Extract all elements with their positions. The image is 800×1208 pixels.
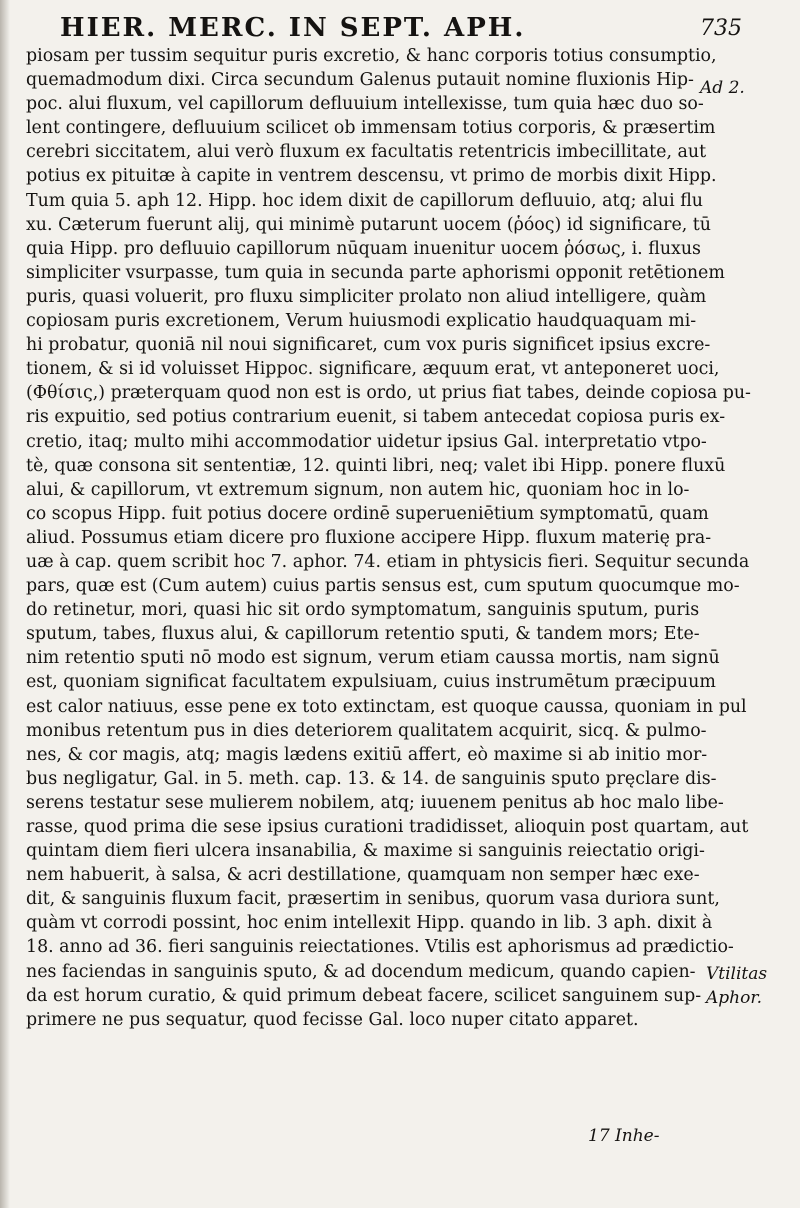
running-title: HIER. MERC. IN SEPT. APH. bbox=[60, 13, 526, 43]
text-line: serens testatur sese mulierem nobilem, atq; iuuenem penitus ab hoc malo libe- bbox=[26, 792, 724, 813]
text-line: monibus retentum pus in dies deteriorem qualitatem acquirit, sicq. & pulmo- bbox=[26, 720, 707, 741]
text-line: simpliciter vsurpasse, tum quia in secunda parte aphorismi opponit retētionem bbox=[26, 262, 725, 283]
text-line: piosam per tussim sequitur puris excretio, & hanc corporis totius consumptio, bbox=[26, 46, 717, 66]
text-line: rasse, quod prima die sese ipsius curationi tradidisset, alioquin post quartam, aut bbox=[26, 817, 749, 837]
text-line: xu. Cæterum fuerunt alij, qui minimè putarunt uocem (ῥόος) id significare, tū bbox=[26, 214, 711, 235]
text-line: tionem, & si id voluisset Hippoc. significare, æquum erat, vt anteponeret uoci, bbox=[26, 359, 720, 380]
margin-note-ad-2: Ad 2. bbox=[700, 78, 745, 98]
text-line: nem habuerit, à salsa, & acri destillatione, quamquam non semper hæc exe- bbox=[26, 865, 700, 886]
text-line: poc. alui fluxum, vel capillorum defluuium intellexisse, tum quia hæc duo so- bbox=[26, 94, 704, 115]
text-line: alui, & capillorum, vt extremum signum, non autem hic, quoniam hoc in lo- bbox=[26, 479, 690, 500]
binding-shadow bbox=[0, 0, 10, 1208]
text-line: Tum quia 5. aph 12. Hipp. hoc idem dixit de capillorum defluuio, atq; alui flu bbox=[26, 190, 704, 211]
text-line: tè, quæ consona sit sententiæ, 12. quinti libri, neq; valet ibi Hipp. ponere fluxū bbox=[26, 455, 726, 476]
text-line: nes, & cor magis, atq; magis lædens exitiū affert, eò maxime si ab initio mor- bbox=[26, 744, 708, 765]
text-line: quia Hipp. pro defluuio capillorum nūquam inuenitur uocem ῥόσως, i. fluxus bbox=[26, 238, 701, 259]
text-line: bus negligatur, Gal. in 5. meth. cap. 13. & 14. de sanguinis sputo pręclare dis- bbox=[26, 768, 717, 789]
text-line: ris expuitio, sed potius contrarium euenit, si tabem antecedat copiosa puris ex- bbox=[26, 407, 726, 428]
text-line: quemadmodum dixi. Circa secundum Galenus putauit nomine fluxionis Hip- bbox=[26, 70, 694, 91]
text-line: est, quoniam significat facultatem expulsiuam, cuius instrumētum præcipuum bbox=[26, 672, 716, 693]
text-line: sputum, tabes, fluxus alui, & capillorum retentio sputi, & tandem mors; Ete- bbox=[26, 624, 700, 645]
text-line: primere ne pus sequatur, quod fecisse Gal. loco nuper citato apparet. bbox=[26, 1009, 639, 1030]
text-line: cretio, itaq; multo mihi accommodatior uidetur ipsius Gal. interpretatio vtpo- bbox=[26, 431, 707, 452]
text-line: nim retentio sputi nō modo est signum, verum etiam caussa mortis, nam signū bbox=[26, 648, 720, 669]
text-line: quàm vt corrodi possint, hoc enim intellexit Hipp. quando in lib. 3 aph. dixit à bbox=[26, 913, 713, 934]
text-line: copiosam puris excretionem, Verum huiusmodi explicatio haudquaquam mi- bbox=[26, 311, 697, 332]
text-line: dit, & sanguinis fluxum facit, præsertim in senibus, quorum vasa duriora sunt, bbox=[26, 889, 720, 910]
text-line: da est horum curatio, & quid primum debeat facere, scilicet sanguinem sup- bbox=[26, 985, 702, 1006]
text-line: hi probatur, quoniā nil noui significaret, cum vox puris significet ipsius excre- bbox=[26, 335, 711, 356]
text-line: 18. anno ad 36. fieri sanguinis reiectationes. Vtilis est aphorismus ad prædictio- bbox=[26, 937, 734, 958]
text-line: uæ à cap. quem scribit hoc 7. aphor. 74. etiam in phtysicis fieri. Sequitur secunda bbox=[26, 551, 750, 572]
text-line: aliud. Possumus etiam dicere pro fluxione accipere Hipp. fluxum materię pra- bbox=[26, 527, 712, 548]
margin-note-aphor: Aphor. bbox=[706, 988, 763, 1008]
text-line: puris, quasi voluerit, pro fluxu simpliciter prolato non aliud intelligere, quàm bbox=[26, 286, 707, 307]
text-line: pars, quæ est (Cum autem) cuius partis sensus est, cum sputum quocumque mo- bbox=[26, 576, 740, 597]
text-line: potius ex pituitæ à capite in ventrem descensu, vt primo de morbis dixit Hipp. bbox=[26, 166, 717, 187]
text-line: do retinetur, mori, quasi hic sit ordo symptomatum, sanguinis sputum, puris bbox=[26, 600, 700, 621]
margin-note-utilitas: Vtilitas bbox=[706, 964, 768, 984]
text-line: cerebri siccitatem, alui verò fluxum ex facultatis retentricis imbecillitate, aut bbox=[26, 142, 707, 163]
text-line: lent contingere, defluuium scilicet ob immensam totius corporis, & præsertim bbox=[26, 118, 716, 139]
catchword: 17 Inhe- bbox=[588, 1126, 660, 1146]
page-number: 735 bbox=[700, 16, 742, 41]
text-line: quintam diem fieri ulcera insanabilia, & maxime si sanguinis reiectatio origi- bbox=[26, 841, 705, 862]
text-line: est calor natiuus, esse pene ex toto extinctam, est quoque caussa, quoniam in pul bbox=[26, 696, 747, 717]
text-line: nes faciendas in sanguinis sputo, & ad docendum medicum, quando capien- bbox=[26, 961, 696, 982]
text-line: co scopus Hipp. fuit potius docere ordinē superueniētium symptomatū, quam bbox=[26, 503, 709, 524]
text-line: (Φθίσις,) præterquam quod non est is ordo, ut prius fiat tabes, deinde copiosa pu- bbox=[26, 383, 751, 404]
